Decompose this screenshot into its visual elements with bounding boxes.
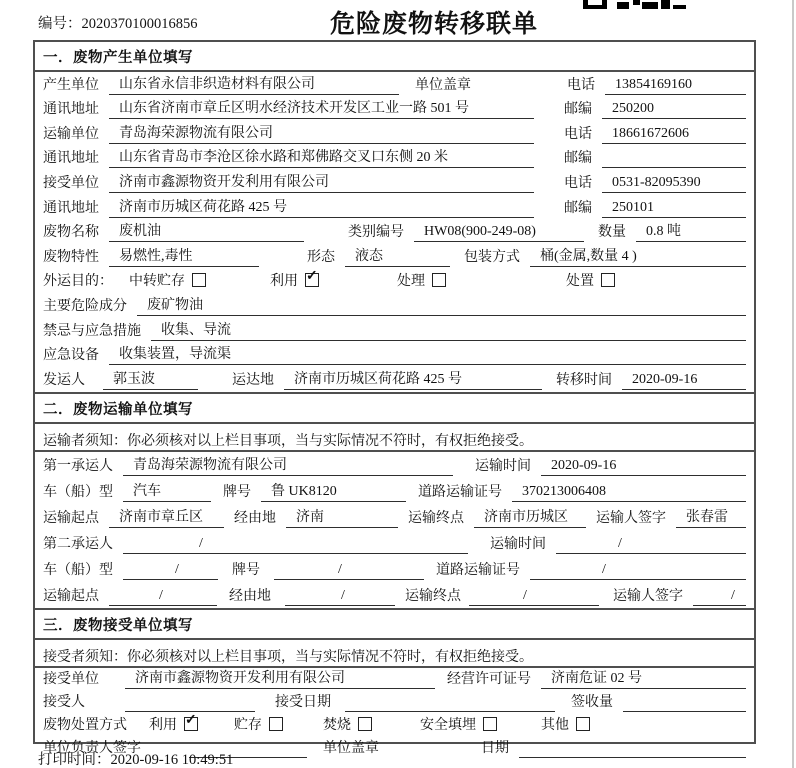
receiver-person-value	[125, 695, 255, 712]
carrier-sign2-value: /	[693, 588, 746, 606]
plate2-value: /	[274, 562, 424, 580]
packing-label: 包装方式	[464, 249, 520, 265]
row-hazard-component	[35, 293, 754, 318]
received-amount-value	[623, 695, 746, 712]
second-carrier-label: 第二承运人	[43, 536, 113, 552]
transport-time1-label: 运输时间	[475, 458, 531, 474]
row-producer-address	[35, 97, 754, 122]
receive-date-label: 接受日期	[275, 695, 331, 711]
category-code-label: 类别编号	[348, 225, 404, 241]
row-transfer-purpose	[35, 269, 754, 294]
transporter-zip-value	[602, 151, 746, 168]
waste-name-label: 废物名称	[43, 225, 99, 241]
category-code-value: HW08(900-249-08)	[414, 224, 584, 242]
consignor-label: 发运人	[43, 372, 85, 388]
print-time-label: 打印时间：	[38, 752, 111, 768]
vehicle-type2-value: /	[123, 562, 218, 580]
row-vehicle2	[35, 556, 754, 582]
producer-phone-value: 13854169160	[605, 77, 746, 95]
utilize-checkbox	[305, 273, 319, 287]
serial-label: 编号：	[38, 16, 82, 32]
disposal-other-checkbox	[576, 717, 590, 731]
emergency-equipment-value: 收集装置，导流渠	[109, 343, 746, 365]
carrier-sign1-label: 运输人签字	[596, 510, 666, 526]
receiver-phone-label: 电话	[564, 175, 592, 191]
plate1-value: 鲁 UK8120	[261, 480, 406, 502]
transport-time2-label: 运输时间	[490, 536, 546, 552]
purpose-option-transfer-storage	[129, 270, 206, 291]
row-receiving-unit	[35, 668, 754, 691]
transport-time1-value: 2020-09-16	[541, 458, 746, 476]
section-receiver-title: 三．废物接受单位填写	[35, 608, 754, 640]
purpose-option-disposal	[566, 270, 615, 291]
row-vehicle1	[35, 478, 754, 504]
page-right-edge	[792, 0, 794, 768]
transfer-purpose-label: 外运目的：	[43, 274, 113, 290]
print-time-value: 2020-09-16 10:49:51	[110, 752, 234, 768]
disposal-option-utilize	[149, 714, 198, 735]
receiving-unit-value: 济南市鑫源物资开发利用有限公司	[125, 667, 435, 689]
consignor-value: 郭玉波	[103, 368, 198, 390]
disposal-checkbox	[601, 273, 615, 287]
transporter-phone-value: 18661672606	[602, 126, 746, 144]
disposal-option-label: 利用	[149, 718, 177, 734]
waste-name-value: 废机油	[109, 220, 304, 242]
receiver-zip-value: 250101	[602, 200, 746, 218]
page-title: 危险废物转移联单	[330, 11, 539, 38]
emergency-measures-label: 禁忌与应急措施	[43, 323, 141, 339]
business-permit-label: 经营许可证号	[447, 671, 531, 687]
treatment-checkbox	[432, 273, 446, 287]
first-carrier-label: 第一承运人	[43, 458, 113, 474]
business-permit-value: 济南危证 02 号	[541, 667, 746, 689]
section-transporter-title: 二．废物运输单位填写	[35, 392, 754, 424]
second-carrier-value: /	[123, 536, 468, 554]
terminal2-label: 运输终点	[405, 588, 461, 604]
emergency-measures-value: 收集、导流	[151, 319, 746, 341]
producer-phone-label: 电话	[567, 77, 595, 93]
transporter-address-label: 通讯地址	[43, 151, 99, 167]
disposal-storage-checkbox	[269, 717, 283, 731]
vehicle-type1-label: 车（船）型	[43, 484, 113, 500]
unit-seal-label: 单位盖章	[415, 77, 471, 93]
serial-number	[38, 12, 198, 33]
disposal-option-label: 安全填埋	[420, 718, 476, 734]
via2-value: /	[285, 588, 395, 606]
row-waste-name	[35, 220, 754, 245]
via1-value: 济南	[286, 506, 398, 528]
disposal-option-storage	[234, 714, 283, 735]
purpose-option-label: 处置	[566, 274, 594, 290]
producer-address-value: 山东省济南市章丘区明水经济技术开发区工业一路 501 号	[109, 97, 534, 119]
carrier-sign2-label: 运输人签字	[613, 588, 683, 604]
qr-code-fragment	[583, 0, 689, 10]
section-receiver	[35, 608, 754, 761]
producer-unit-value: 山东省永信非织造材料有限公司	[109, 73, 399, 95]
transporter-unit-value: 青岛海荣源物流有限公司	[109, 122, 534, 144]
receiver-unit-label: 接受单位	[43, 175, 99, 191]
disposal-option-label: 贮存	[234, 718, 262, 734]
disposal-landfill-checkbox	[483, 717, 497, 731]
transporter-address-value: 山东省青岛市李沧区徐水路和郑佛路交叉口东侧 20 米	[109, 146, 534, 168]
section-producer-title: 一．废物产生单位填写	[35, 42, 754, 72]
serial-value: 2020370100016856	[81, 16, 198, 32]
plate1-label: 牌号	[223, 484, 251, 500]
row-route2	[35, 582, 754, 608]
transporter-zip-label: 邮编	[564, 151, 592, 167]
carrier-sign1-value: 张春雷	[676, 506, 746, 528]
print-time	[38, 748, 233, 768]
purpose-option-label: 中转贮存	[129, 274, 185, 290]
hazard-component-label: 主要危险成分	[43, 298, 127, 314]
road-permit2-value: /	[530, 562, 746, 580]
destination-label: 运达地	[232, 372, 274, 388]
emergency-equipment-label: 应急设备	[43, 348, 99, 364]
purpose-option-utilize	[270, 270, 319, 291]
producer-zip-label: 邮编	[564, 102, 592, 118]
disposal-option-label: 其他	[541, 718, 569, 734]
receiver-person-label: 接受人	[43, 695, 85, 711]
receiver-notice: 接受者须知：你必须核对以上栏目事项，当与实际情况不符时，有权拒绝接受。	[35, 640, 754, 668]
producer-unit-label: 产生单位	[43, 77, 99, 93]
transporter-phone-label: 电话	[564, 126, 592, 142]
receiver-phone-value: 0531-82095390	[602, 175, 746, 193]
road-permit2-label: 道路运输证号	[436, 562, 520, 578]
row-producer-unit	[35, 72, 754, 97]
disposal-option-landfill	[420, 714, 497, 735]
road-permit1-value: 370213006408	[512, 484, 746, 502]
terminal1-value: 济南市历城区	[474, 506, 586, 528]
first-carrier-value: 青岛海荣源物流有限公司	[123, 454, 453, 476]
waste-character-label: 废物特性	[43, 249, 99, 265]
row-emergency-measures	[35, 318, 754, 343]
transfer-storage-checkbox	[192, 273, 206, 287]
receiving-unit-label: 接受单位	[43, 671, 99, 687]
purpose-option-treatment	[397, 270, 446, 291]
transfer-time-value: 2020-09-16	[622, 372, 746, 390]
receiver-zip-label: 邮编	[564, 200, 592, 216]
plate2-label: 牌号	[232, 562, 260, 578]
disposal-option-other	[541, 714, 590, 735]
origin1-value: 济南市章丘区	[109, 506, 224, 528]
transporter-unit-label: 运输单位	[43, 126, 99, 142]
destination-value: 济南市历城区荷花路 425 号	[284, 368, 542, 390]
row-receiver-unit	[35, 170, 754, 195]
disposal-utilize-checkbox	[184, 717, 198, 731]
form-value: 液态	[345, 245, 450, 267]
receiver-address-label: 通讯地址	[43, 200, 99, 216]
manifest-form	[33, 40, 756, 757]
producer-zip-value: 250200	[602, 101, 746, 119]
packing-value: 桶(金属,数量 4 )	[530, 245, 746, 267]
hazard-component-value: 废矿物油	[137, 294, 746, 316]
transfer-time-label: 转移时间	[556, 372, 612, 388]
sign-date-label: 日期	[481, 741, 509, 757]
purpose-option-label: 利用	[270, 274, 298, 290]
received-amount-label: 签收量	[571, 695, 613, 711]
disposal-method-label: 废物处置方式	[43, 718, 127, 734]
transport-time2-value: /	[556, 536, 746, 554]
disposal-option-incineration	[323, 714, 372, 735]
via2-label: 经由地	[229, 588, 271, 604]
row-consignor	[35, 367, 754, 392]
vehicle-type2-label: 车（船）型	[43, 562, 113, 578]
section-producer	[35, 42, 754, 392]
purpose-option-label: 处理	[397, 274, 425, 290]
row-transporter-address	[35, 146, 754, 171]
row-route1	[35, 504, 754, 530]
row-receiver-address	[35, 195, 754, 220]
row-receiver-person	[35, 691, 754, 714]
origin1-label: 运输起点	[43, 510, 99, 526]
row-waste-character	[35, 244, 754, 269]
producer-address-label: 通讯地址	[43, 102, 99, 118]
section-transporter	[35, 392, 754, 608]
via1-label: 经由地	[234, 510, 276, 526]
quantity-label: 数量	[598, 225, 626, 241]
road-permit1-label: 道路运输证号	[418, 484, 502, 500]
row-transporter-unit	[35, 121, 754, 146]
disposal-option-label: 焚烧	[323, 718, 351, 734]
receiver-seal-label: 单位盖章	[323, 741, 379, 757]
row-second-carrier	[35, 530, 754, 556]
receive-date-value	[345, 695, 555, 712]
row-disposal-method	[35, 714, 754, 737]
quantity-value: 0.8 吨	[636, 220, 746, 242]
vehicle-type1-value: 汽车	[123, 480, 211, 502]
origin2-label: 运输起点	[43, 588, 99, 604]
terminal1-label: 运输终点	[408, 510, 464, 526]
receiver-address-value: 济南市历城区荷花路 425 号	[109, 196, 534, 218]
form-label: 形态	[307, 249, 335, 265]
sign-date-value	[519, 741, 746, 758]
row-first-carrier	[35, 452, 754, 478]
terminal2-value: /	[469, 588, 599, 606]
receiver-unit-value: 济南市鑫源物资开发利用有限公司	[109, 171, 534, 193]
head-signature-label: 单位负责人签字	[43, 741, 141, 757]
origin2-value: /	[109, 588, 217, 606]
transporter-notice: 运输者须知：你必须核对以上栏目事项，当与实际情况不符时，有权拒绝接受。	[35, 424, 754, 452]
waste-character-value: 易燃性,毒性	[109, 245, 259, 267]
disposal-incineration-checkbox	[358, 717, 372, 731]
row-emergency-equipment	[35, 343, 754, 368]
